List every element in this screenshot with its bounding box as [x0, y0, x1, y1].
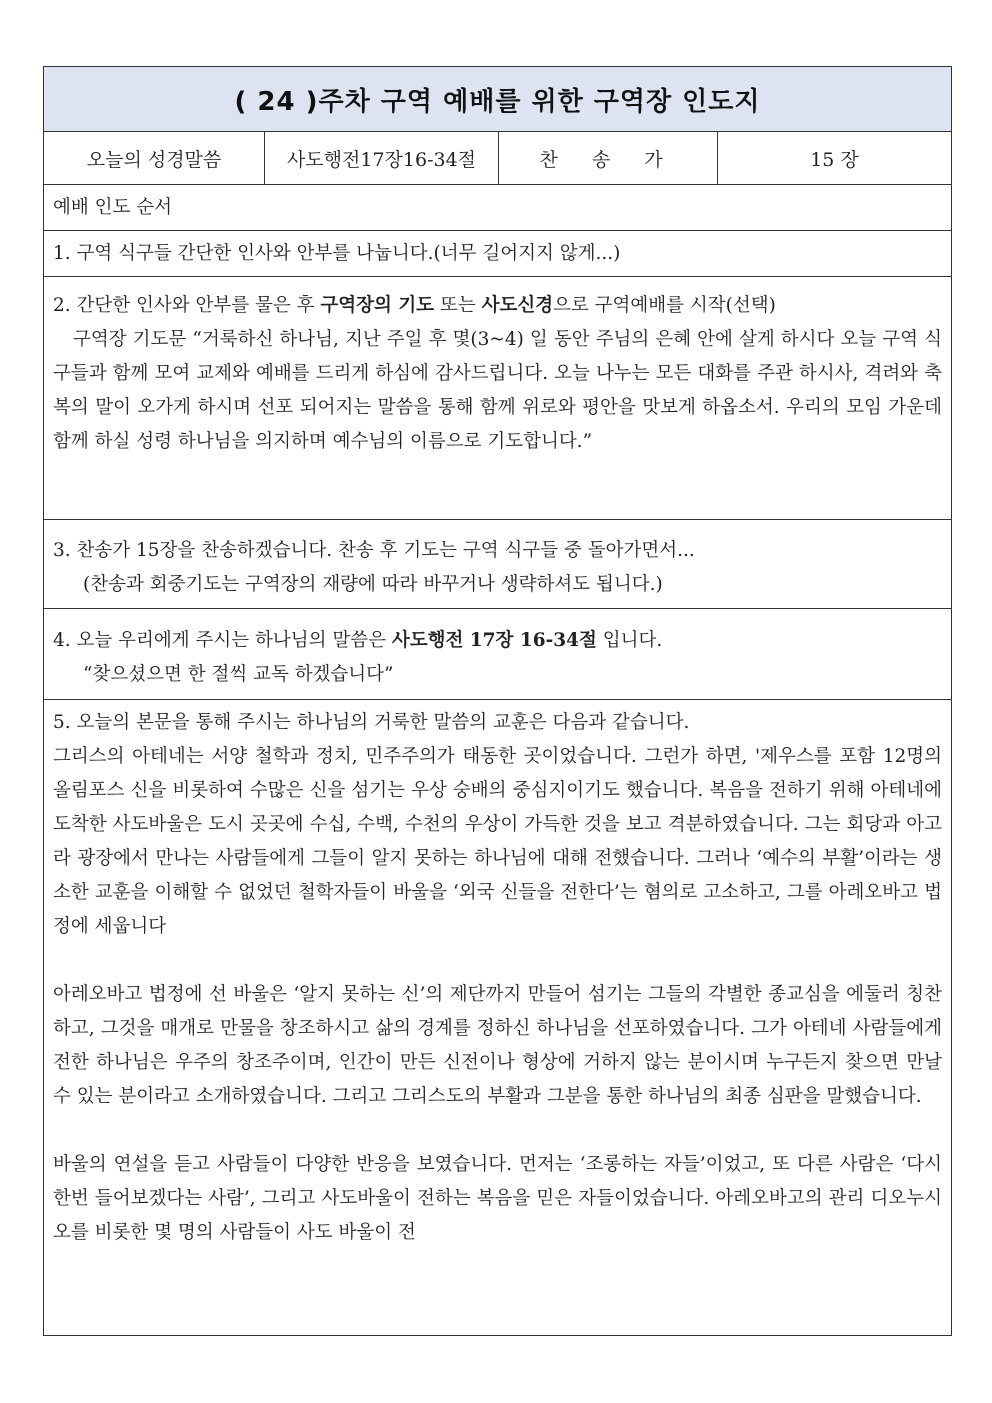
paragraph-gap	[53, 944, 942, 978]
step-1: 1. 구역 식구들 간단한 인사와 안부를 나눕니다.(너무 길어지지 않게...)	[44, 231, 951, 277]
scripture-label: 오늘의 성경말씀	[44, 132, 265, 184]
page-title: ( 24 )주차 구역 예배를 위한 구역장 인도지	[44, 67, 951, 132]
step-5-paragraph-2: 아레오바고 법정에 선 바울은 ‘알지 못하는 신’의 제단까지 만들어 섬기는 그들의 각별한 종교심을 에둘러 칭찬하고, 그것을 매개로 만물을 창조하시고 삶의 경계를 정하신 하나님을 선포하였습니다. 그가 아테네 사람들에게 전한 하나님은 우주의 창조주이며, 인간이 만든 신전이나 형상에 거하지 않는 분이시며 누구든지 찾으면 만날 수 있는 분이라고 소개하였습니다. 그리고 그리스도의 부활과 그분을 통한 하나님의 최종 심판을 말했습니다.	[53, 984, 942, 1107]
step-4-line-2: “찾으셨으면 한 절씩 교독 하겠습니다”	[83, 664, 394, 685]
hymn-value: 15 장	[810, 148, 859, 171]
step-4	[44, 609, 951, 700]
order-heading: 예배 인도 순서	[44, 185, 951, 231]
step-3-line-2: (찬송과 회중기도는 구역장의 재량에 따라 바꾸거나 생략하셔도 됩니다.)	[83, 574, 663, 595]
step-5-paragraph-1: 그리스의 아테네는 서양 철학과 정치, 민주주의가 태동한 곳이었습니다. 그런가 하면, '제우스를 포함 12명의 올림포스 신을 비롯하여 수많은 신을 섬기는 우상 숭배의 중심지이기도 했습니다. 복음을 전하기 위해 아테네에 도착한 사도바울은 도시 곳곳에 수십, 수백, 수천의 우상이 가득한 것을 보고 격분하였습니다. 그는 회당과 아고라 광장에서 만나는 사람들에게 그들이 알지 못하는 하나님에 대해 전했습니다. 그러나 ‘예수의 부활’이라는 생소한 교훈을 이해할 수 없었던 철학자들이 바울을 ‘외국 신들을 전한다’는 혐의로 고소하고, 그를 아레오바고 법정에 세웁니다	[53, 746, 942, 937]
scripture-value: 사도행전17장16-34절	[265, 132, 499, 184]
step-2-intro	[53, 289, 942, 323]
step-4-suffix: 입니다.	[596, 630, 663, 651]
step-4-line-1	[53, 624, 942, 658]
worship-guide-sheet	[43, 66, 952, 1336]
step-3-line-1: 3. 찬송가 15장을 찬송하겠습니다. 찬송 후 기도는 구역 식구들 중 돌아가면서...	[53, 540, 695, 561]
step-2-bold-prayer: 구역장의 기도	[320, 295, 435, 316]
step-3	[44, 520, 951, 609]
step-4-scripture-bold: 사도행전 17장 16-34절	[391, 630, 597, 651]
step-2-intro-b: 으로 구역예배를 시작(선택)	[553, 295, 776, 316]
step-2-prayer-text: 구역장 기도문 “거룩하신 하나님, 지난 주일 후 몇(3~4) 일 동안 주님의 은혜 안에 살게 하시다 오늘 구역 식구들과 함께 모여 교제와 예배를 드리게 하심에 감사드립니다. 오늘 나누는 모든 대화를 주관 하시사, 격려와 축복의 말이 오가게 하시며 선포 되어지는 말씀을 통해 함께 위로와 평안을 맛보게 하옵소서. 우리의 모임 가운데 함께 하실 성령 하나님을 의지하며 예수님의 이름으로 기도합니다.”	[53, 329, 942, 452]
step-5-line-1: 5. 오늘의 본문을 통해 주시는 하나님의 거룩한 말씀의 교훈은 다음과 같습니다.	[53, 712, 690, 733]
step-2-intro-a: 2. 간단한 인사와 안부를 물은 후	[53, 295, 321, 316]
step-4-prefix: 4. 오늘 우리에게 주시는 하나님의 말씀은	[53, 630, 392, 651]
paragraph-gap	[53, 1114, 942, 1148]
step-5-paragraph-3: 바울의 연설을 듣고 사람들이 다양한 반응을 보였습니다. 먼저는 ‘조롱하는 자들’이었고, 또 다른 사람은 ‘다시 한번 들어보겠다는 사람’, 그리고 사도바울이 전하는 복음을 믿은 자들이었습니다. 아레오바고의 관리 디오누시오를 비롯한 몇 명의 사람들이 사도 바울이 전	[53, 1154, 942, 1243]
step-2-mid: 또는	[434, 295, 482, 316]
step-2	[44, 277, 951, 520]
info-row	[44, 132, 951, 185]
step-5	[44, 700, 951, 1250]
step-2-bold-creed: 사도신경	[481, 295, 554, 316]
hymn-label: 찬 송 가	[499, 132, 718, 184]
